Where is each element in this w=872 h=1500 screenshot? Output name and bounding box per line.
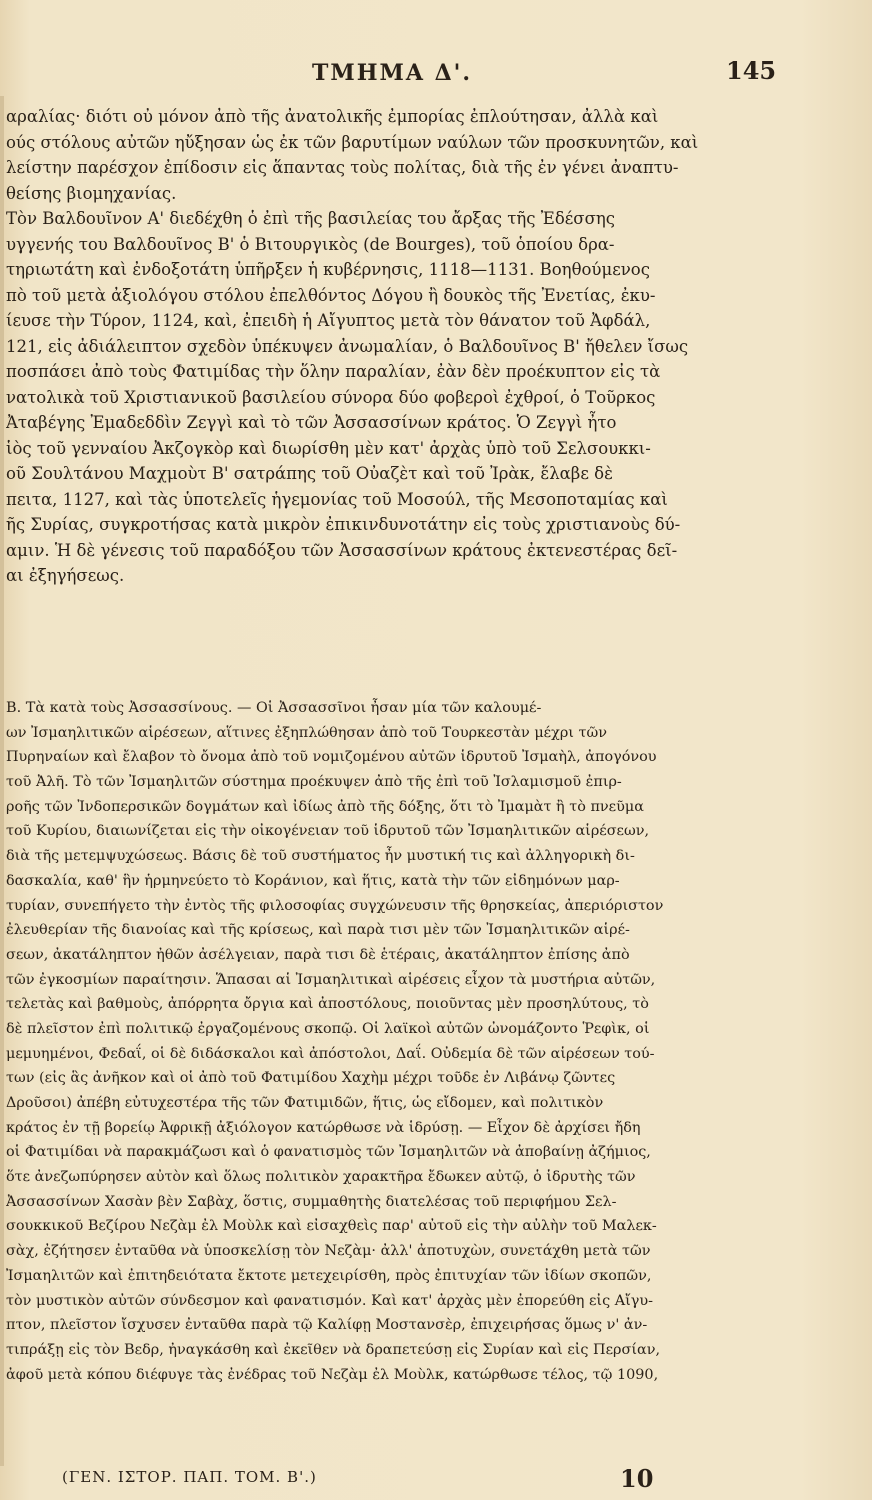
page-header (0, 54, 872, 94)
small-text-line: ἀφοῦ μετὰ κόπου διέφυγε τὰς ἐνέδρας τοῦ Νεζὰμ ἐλ Μοὺλκ, κατώρθωσε τέλος, τῷ 1090, (6, 1366, 659, 1383)
small-text-line: μεμυημένοι, Φεδαΐ, οἱ δὲ διδάσκαλοι καὶ ἀπόστολοι, Δαΐ. Οὐδεμία δὲ τῶν αἱρέσεων τού- (6, 1045, 655, 1062)
small-text-line: τελετὰς καὶ βαθμοὺς, ἀπόρρητα ὄργια καὶ ἀποστόλους, ποιοῦντας μὲν προσηλύτους, τὸ (6, 996, 649, 1013)
text-line: θείσης βιομηχανίας. (6, 183, 177, 203)
text-line: πὸ τοῦ μετὰ ἀξιολόγου στόλου ἐπελθόντος Δόγου ἢ δουκὸς τῆς Ἐνετίας, ἐκυ- (6, 285, 656, 305)
small-text-line: σουκκικοῦ Βεζίρου Νεζὰμ ἐλ Μοὺλκ καὶ εἰσαχθεὶς παρ' αὐτοῦ εἰς τὴν αὐλὴν τοῦ Μαλεκ- (6, 1218, 657, 1235)
small-text-line: οἱ Φατιμίδαι νὰ παρακμάζωσι καὶ ὁ φανατισμὸς τῶν Ἰσμαηλιτῶν νὰ ἀποβαίνῃ ἀζήμιος, (6, 1144, 651, 1161)
page-footer (0, 1464, 872, 1494)
small-text-line: ων Ἰσμαηλιτικῶν αἱρέσεων, αἵτινες ἐξηπλώθησαν ἀπὸ τοῦ Τουρκεστὰν μέχρι τῶν (6, 724, 607, 741)
footer-volume-reference: (ΓΕΝ. ΙΣΤΟΡ. ΠΑΠ. ΤΟΜ. Β'.) (62, 1468, 317, 1486)
small-text-line: πτον, πλεῖστον ἴσχυσεν ἐνταῦθα παρὰ τῷ Καλίφῃ Μοστανσὲρ, ἐπιχειρήσας ὅμως ν' ἀν- (6, 1317, 648, 1334)
small-text-line: τοῦ Κυρίου, διαιωνίζεται εἰς τὴν οἰκογένειαν τοῦ ἱδρυτοῦ τῶν Ἰσμαηλιτικῶν αἱρέσεων, (6, 823, 650, 840)
small-text-line: τυρίαν, συνεπήγετο τὴν ἐντὸς τῆς φιλοσοφίας συγχώνευσιν τῆς θρησκείας, ἀπεριόριστον (6, 897, 664, 914)
small-text-line: ἐλευθερίαν τῆς διανοίας καὶ τῆς κρίσεως, καὶ παρὰ τισι μὲν τῶν Ἰσμαηλιτικῶν αἱρέ- (6, 922, 630, 939)
text-line: ποσπάσει ἀπὸ τοὺς Φατιμίδας τὴν ὅλην παραλίαν, ἐὰν δὲν προέκυπτον εἰς τὰ (6, 362, 661, 381)
text-line: ῆς Συρίας, συγκροτήσας κατὰ μικρὸν ἐπικινδυνοτάτην εἰς τοὺς χριστιανοὺς δύ- (6, 515, 681, 534)
small-text-line: σὰχ, ἐζήτησεν ἐνταῦθα νὰ ὑποσκελίσῃ τὸν Νεζὰμ· ἀλλ' ἀποτυχὼν, συνετάχθη μετὰ τῶν (6, 1243, 651, 1260)
small-text-line: διὰ τῆς μετεμψυχώσεως. Βάσις δὲ τοῦ συστήματος ἦν μυστική τις καὶ ἀλληγορικὴ δι- (6, 848, 635, 865)
text-line: ἱὸς τοῦ γενναίου Ἀκζογκὸρ καὶ διωρίσθη μὲν κατ' ἀρχὰς ὑπὸ τοῦ Σελσουκκι- (6, 438, 651, 458)
small-text-line: Ἀσσασσίνων Χασὰν βὲν Σαβὰχ, ὅστις, συμμαθητὴς διατελέσας τοῦ περιφήμου Σελ- (6, 1193, 617, 1210)
text-line: αραλίας· διότι οὐ μόνον ἀπὸ τῆς ἀνατολικῆς ἐμπορίας ἐπλούτησαν, ἀλλὰ καὶ (6, 107, 659, 126)
small-text-line: ὅτε ἀνεζωπύρησεν αὐτὸν καὶ ὅλως πολιτικὸν χαρακτῆρα ἔδωκεν αὐτῷ, ὁ ἱδρυτὴς τῶν (6, 1169, 636, 1186)
small-text-line: δασκαλία, καθ' ἣν ἡρμηνεύετο τὸ Κοράνιον, καὶ ἥτις, κατὰ τὴν τῶν εἰδημόνων μαρ- (6, 872, 620, 889)
small-print-section (6, 696, 864, 1387)
text-line: Ἀταβέγης Ἐμαδεδδὶν Ζεγγὶ καὶ τὸ τῶν Ἀσσασσίνων κράτος. Ὁ Ζεγγὶ ἦτο (6, 413, 617, 432)
text-line: τηριωτάτη καὶ ἐνδοξοτάτη ὑπῆρξεν ἡ κυβέρνησις, 1118—1131. Βοηθούμενος (6, 260, 650, 279)
small-text-line: ροῆς τῶν Ἰνδοπερσικῶν δογμάτων καὶ ἰδίως ἀπὸ τῆς δόξης, ὅτι τὸ Ἰμαμὰτ ἢ τὸ πνεῦμα (6, 798, 644, 815)
small-text-line: Ἰσμαηλιτῶν καὶ ἐπιτηδειότατα ἔκτοτε μετεχειρίσθη, πρὸς ἐπιτυχίαν τῶν ἰδίων σκοπῶν, (6, 1267, 652, 1284)
small-text-line: σεων, ἀκατάληπτον ἠθῶν ἀσέλγειαν, παρὰ τισι δὲ ἑτέραις, ἀκατάληπτον ἐπίσης ἀπὸ (6, 946, 630, 963)
text-line: αμιν. Ἡ δὲ γένεσις τοῦ παραδόξου τῶν Ἀσσασσίνων κράτους ἐκτενεστέρας δεῖ- (6, 540, 678, 560)
text-line: 121, εἰς ἀδιάλειπτον σχεδὸν ὑπέκυψεν ἀνωμαλίαν, ὁ Βαλδουῖνος Β' ἤθελεν ἴσως (6, 336, 689, 356)
text-line: λείστην παρέσχον ἐπίδοσιν εἰς ἅπαντας τοὺς πολίτας, διὰ τῆς ἐν γένει ἀναπτυ- (6, 158, 679, 177)
page-number: 145 (726, 56, 777, 85)
small-text-line: τιπράξῃ εἰς τὸν Βεδρ, ἠναγκάσθη καὶ ἐκεῖθεν νὰ δραπετεύσῃ εἰς Συρίαν καὶ εἰς Περσίαν, (6, 1341, 661, 1358)
page-edge-shadow (0, 96, 4, 1466)
small-text-line: των (εἰς ἃς ἀνῆκον καὶ οἱ ἀπὸ τοῦ Φατιμίδου Χαχὴμ μέχρι τοῦδε ἐν Λιβάνῳ ζῶντες (6, 1070, 616, 1087)
small-text-line: Β. Τὰ κατὰ τοὺς Ἀσσασσίνους. — Οἱ Ἀσσασσῖνοι ἦσαν μία τῶν καλουμέ- (6, 700, 542, 716)
text-line: ίευσε τὴν Τύρον, 1124, καὶ, ἐπειδὴ ἡ Αἴγυπτος μετὰ τὸν θάνατον τοῦ Ἀφδάλ, (6, 311, 651, 330)
main-text-block (6, 104, 862, 589)
small-text-line: τῶν ἐγκοσμίων παραίτησιν. Ἅπασαι αἱ Ἰσμαηλιτικαὶ αἱρέσεις εἶχον τὰ μυστήρια αὐτῶν, (6, 971, 656, 988)
small-text-line: Πυρηναίων καὶ ἔλαβον τὸ ὄνομα ἀπὸ τοῦ νομιζομένου αὐτῶν ἱδρυτοῦ Ἰσμαὴλ, ἀπογόνου (6, 749, 657, 766)
small-text-line: Δροῦσοι) ἀπέβη εὐτυχεστέρα τῆς τῶν Φατιμιδῶν, ἥτις, ὡς εἴδομεν, καὶ πολιτικὸν (6, 1095, 604, 1111)
small-text-line: τὸν μυστικὸν αὐτῶν σύνδεσμον καὶ φανατισμόν. Καὶ κατ' ἀρχὰς μὲν ἐπορεύθη εἰς Αἴγυ- (6, 1292, 653, 1309)
section-title: ΤΜΗΜΑ Δ'. (312, 60, 473, 86)
text-line: πειτα, 1127, καὶ τὰς ὑποτελεῖς ἡγεμονίας τοῦ Μοσούλ, τῆς Μεσοποταμίας καὶ (6, 489, 668, 509)
small-text-line: δὲ πλεῖστον ἐπὶ πολιτικῷ ἐργαζομένους σκοπῷ. Οἱ λαϊκοὶ αὐτῶν ὠνομάζοντο Ῥεφὶκ, οἱ (6, 1020, 650, 1037)
signature-mark: 10 (620, 1464, 654, 1493)
text-line: οῦ Σουλτάνου Μαχμοὺτ Β' σατράπης τοῦ Οὐαζὲτ καὶ τοῦ Ἰρὰκ, ἔλαβε δὲ (6, 464, 613, 483)
small-text-line: κράτος ἐν τῇ βορείῳ Ἀφρικῇ ἀξιόλογον κατώρθωσε νὰ ἱδρύσῃ. — Εἶχον δὲ ἀρχίσει ἤδη (6, 1119, 641, 1136)
text-line: ούς στόλους αὐτῶν ηὔξησαν ὡς ἐκ τῶν βαρυτίμων ναύλων τῶν προσκυνητῶν, καὶ (6, 132, 699, 152)
text-line: υγγενής του Βαλδουῖνος Β' ὁ Βιτουργικὸς (de Bourges), τοῦ ὁποίου δρα- (6, 234, 615, 254)
text-line: νατολικὰ τοῦ Χριστιανικοῦ βασιλείου σύνορα δύο φοβεροὶ ἐχθροί, ὁ Τοῦρκος (6, 387, 656, 407)
text-line: αι ἐξηγήσεως. (6, 566, 125, 585)
small-text-line: τοῦ Ἀλῆ. Τὸ τῶν Ἰσμαηλιτῶν σύστημα προέκυψεν ἀπὸ τῆς ἐπὶ τοῦ Ἰσλαμισμοῦ ἐπιρ- (6, 774, 622, 791)
text-line: Τὸν Βαλδουῖνον Α' διεδέχθη ὁ ἐπὶ τῆς βασιλείας του ἄρξας τῆς Ἐδέσσης (6, 209, 615, 228)
